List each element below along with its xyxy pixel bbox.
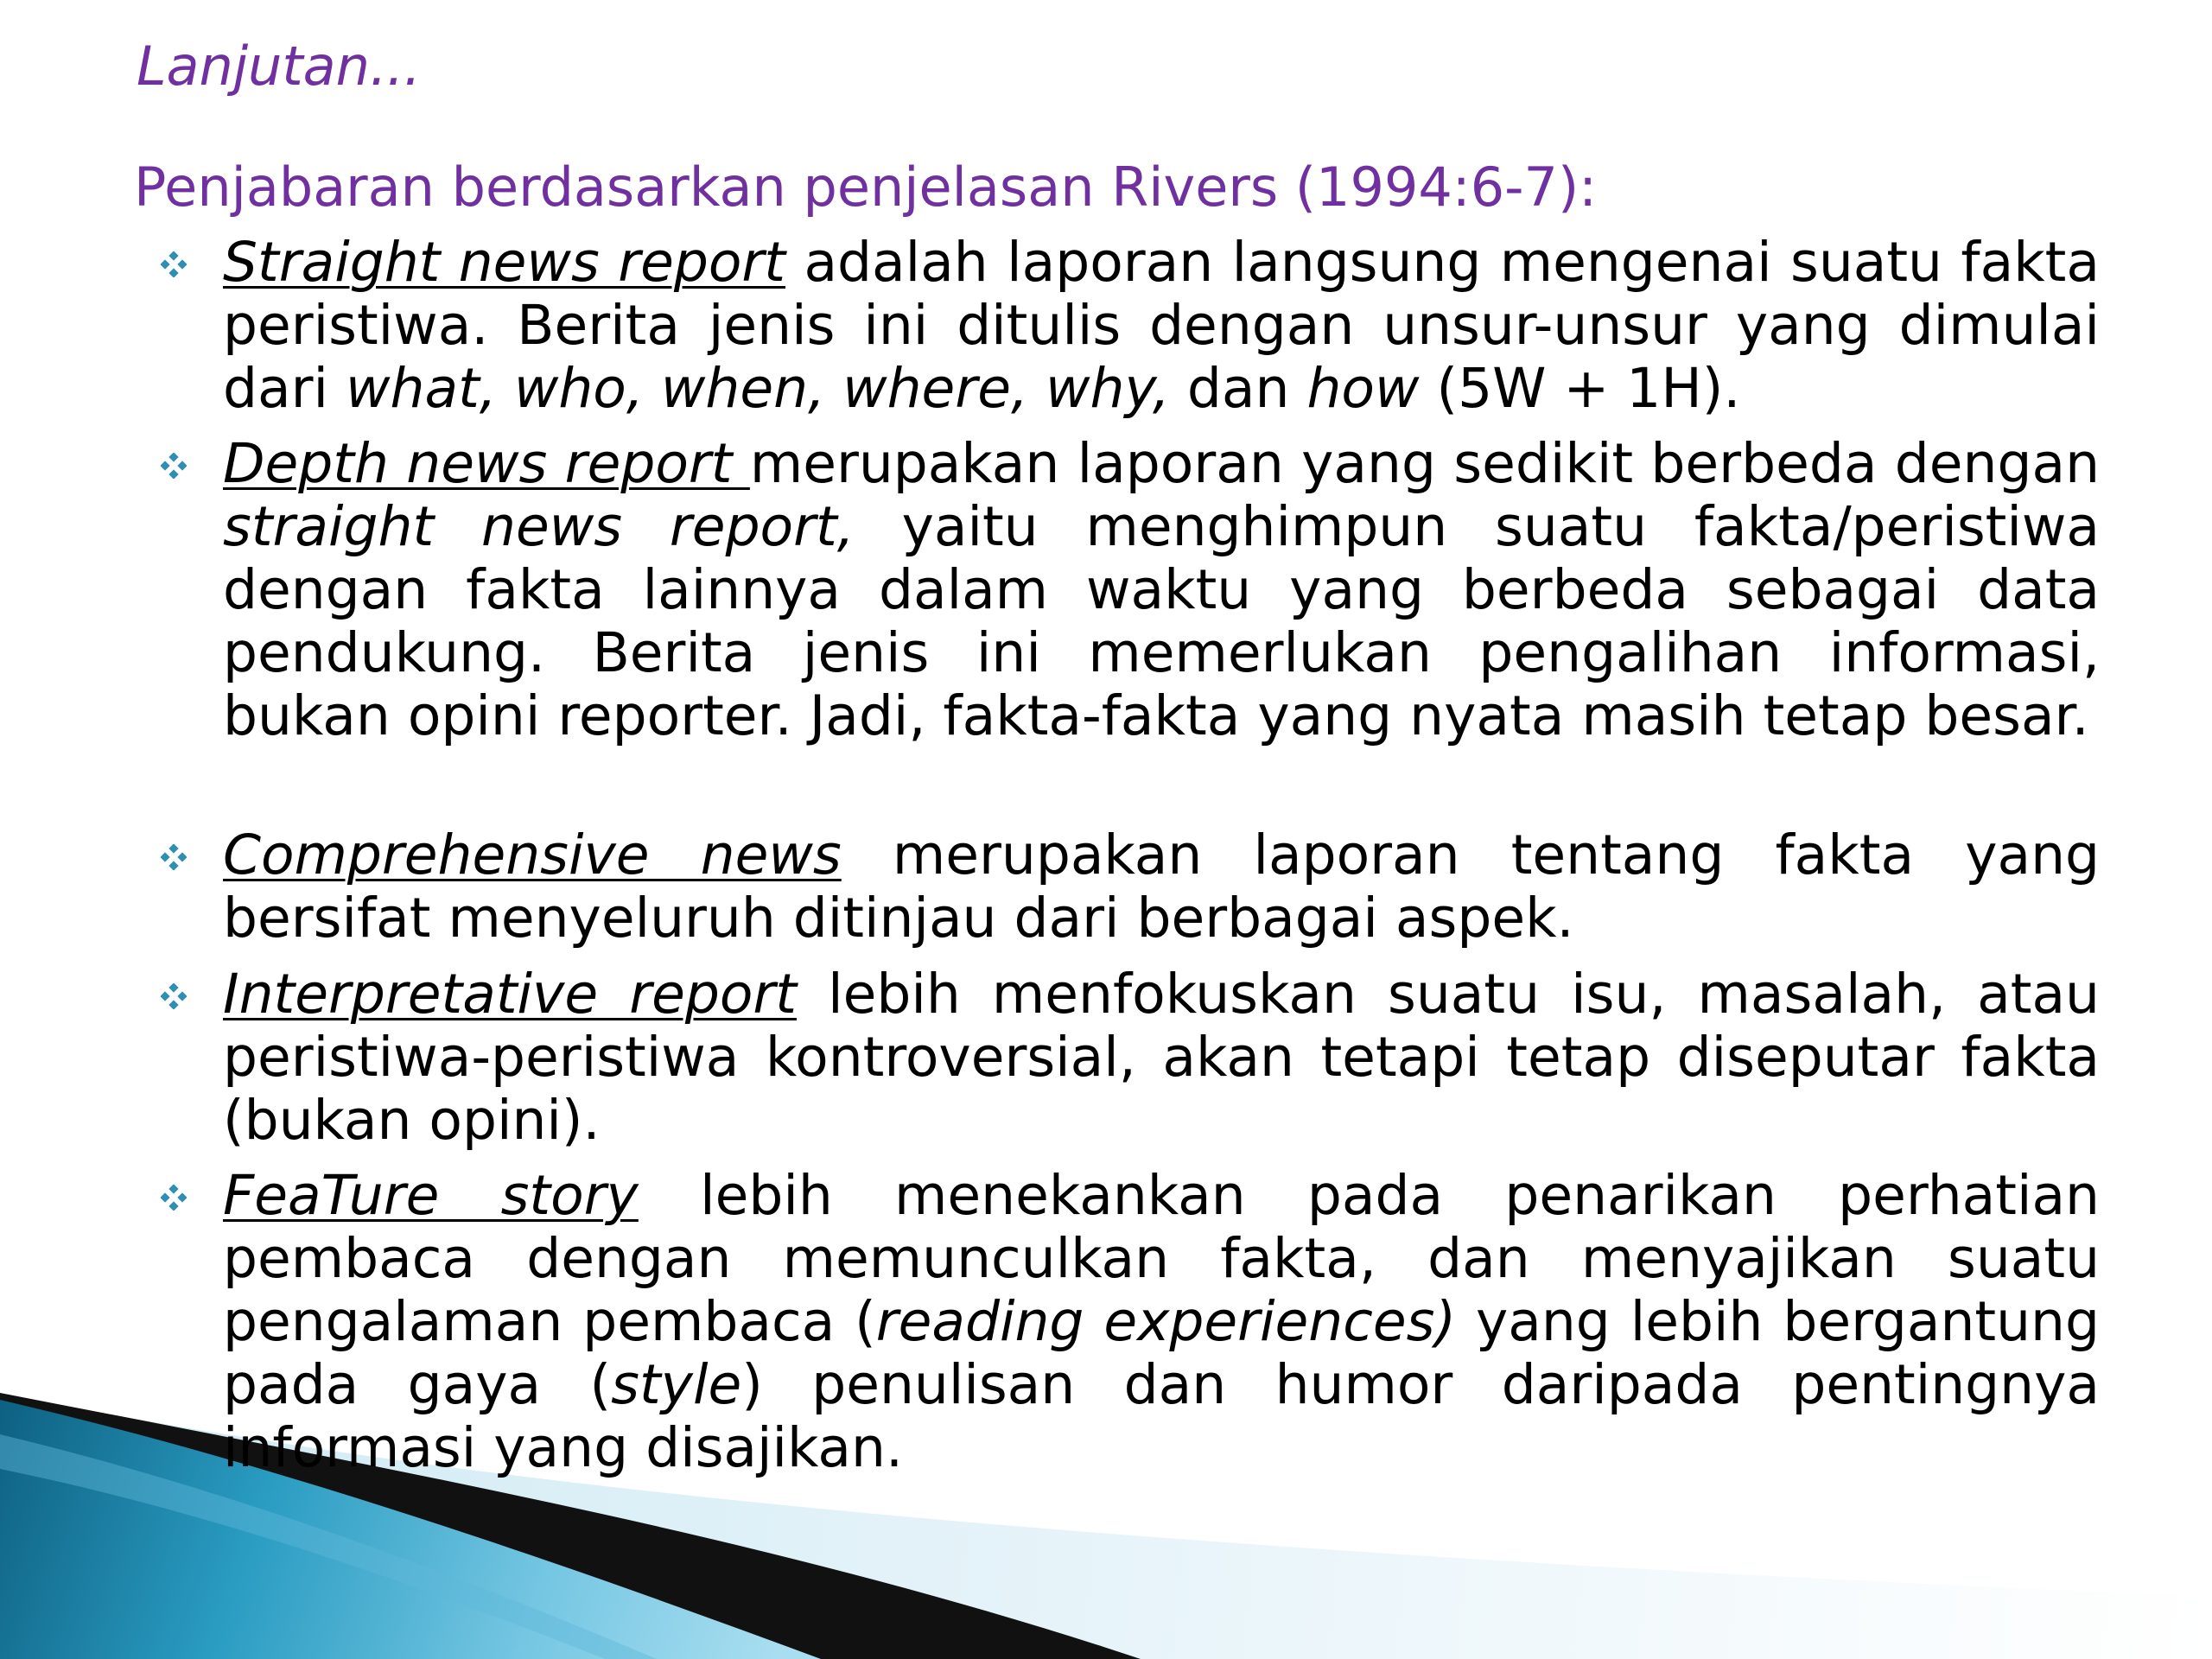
item-italic-text: how	[1306, 357, 1420, 420]
four-diamond-bullet-icon	[161, 1185, 187, 1211]
item-text: yang lebih bergantung pada gaya (	[223, 1290, 2100, 1416]
item-italic-text: style	[611, 1353, 742, 1416]
item-text: yaitu menghimpun suatu fakta/peristiwa dengan fakta lainnya dalam waktu yang berbeda sebagai data pendukung. Berita jenis ini memerlukan pengalihan informasi, bukan opini reporter. Jadi, fakta-fakta yang nyata masih tetap besar.	[223, 495, 2100, 747]
item-italic-text: reading experiences)	[875, 1290, 1457, 1353]
slide-heading: Lanjutan...	[137, 35, 422, 98]
item-text: merupakan laporan yang sedikit berbeda dengan	[749, 432, 2101, 495]
item-text: ) penulisan dan humor daripada pentingnya informasi yang disajikan.	[223, 1353, 2100, 1479]
term-interpretative-report: Interpretative report	[223, 963, 797, 1026]
slide-subheading: Penjabaran berdasarkan penjelasan Rivers (1994:6-7):	[134, 156, 1598, 219]
list-item-interpretative-report	[223, 963, 2100, 1152]
four-diamond-bullet-icon	[161, 844, 187, 870]
item-italic-text: what, who, when, where, why,	[346, 357, 1170, 420]
item-text: lebih menekankan pada penarikan perhatian pembaca dengan memunculkan fakta, dan menyajikan suatu pengalaman pembaca (	[223, 1164, 2100, 1353]
list-item-feature-story	[223, 1164, 2100, 1479]
item-italic-text: straight news report,	[223, 495, 855, 558]
term-straight-news-report: Straight news report	[223, 231, 786, 294]
item-text: merupakan laporan tentang fakta yang bersifat menyeluruh ditinjau dari berbagai aspek.	[223, 823, 2100, 950]
item-text: lebih menfokuskan suatu isu, masalah, atau peristiwa-peristiwa kontroversial, akan tetapi tetap diseputar fakta (bukan opini).	[223, 963, 2100, 1152]
four-diamond-bullet-icon	[161, 453, 187, 479]
four-diamond-bullet-icon	[161, 983, 187, 1009]
term-feature-story: FeaTure story	[223, 1164, 639, 1227]
term-depth-news-report: Depth news report	[223, 432, 750, 495]
list-item-depth-news	[223, 432, 2100, 747]
item-text: dan	[1169, 357, 1307, 420]
item-text: adalah laporan langsung mengenai suatu fakta peristiwa. Berita jenis ini ditulis dengan unsur-unsur yang dimulai dari	[223, 231, 2100, 420]
four-diamond-bullet-icon	[161, 251, 187, 277]
item-text: (5W + 1H).	[1419, 357, 1741, 420]
list-item-comprehensive-news	[223, 823, 2100, 950]
list-item-straight-news	[223, 231, 2100, 420]
term-comprehensive-news: Comprehensive news	[223, 823, 842, 887]
